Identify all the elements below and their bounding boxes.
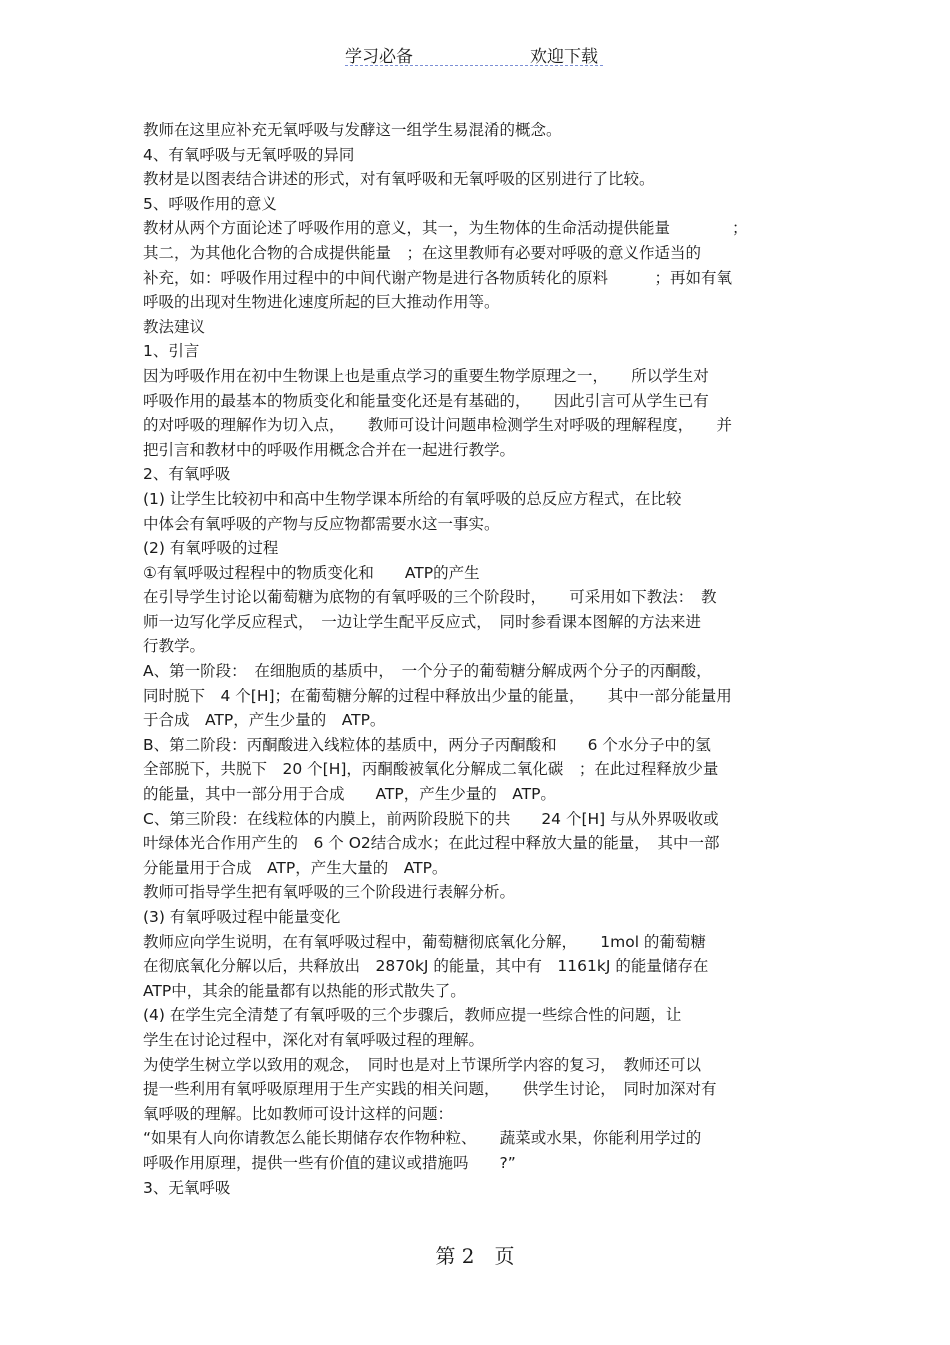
document-body [143, 118, 808, 1200]
text-line: 全部脱下，共脱下 20 个[H]，丙酮酸被氧化分解成二氧化碳 ；在此过程释放少量 [143, 760, 719, 779]
text-line: 教师可指导学生把有氧呼吸的三个阶段进行表解分析。 [143, 883, 516, 902]
section-heading: 教法建议 [143, 317, 206, 336]
text-line: 其二，为其他化合物的合成提供能量 ；在这里教师有必要对呼吸的意义作适当的 [143, 243, 702, 262]
page-number: 第 2 页 [435, 1244, 515, 1268]
section-heading: 3、无氧呼吸 [143, 1178, 231, 1197]
text-line: 呼吸的出现对生物进化速度所起的巨大推动作用等。 [143, 293, 500, 312]
header-divider [345, 65, 603, 66]
subsection-heading: ①有氧呼吸过程程中的物质变化和 ATP的产生 [143, 563, 480, 582]
subsection-heading: (2) 有氧呼吸的过程 [143, 539, 279, 558]
text-line: 在引导学生讨论以葡萄糖为底物的有氧呼吸的三个阶段时， 可采用如下教法： 教 [143, 588, 717, 607]
header-right-text: 欢迎下载 [530, 47, 598, 67]
text-line: 提一些利用有氧呼吸原理用于生产实践的相关问题， 供学生讨论， 同时加深对有 [143, 1080, 717, 1099]
text-line: 教师在这里应补充无氧呼吸与发酵这一组学生易混淆的概念。 [143, 121, 562, 139]
text-line: 呼吸作用的最基本的物质变化和能量变化还是有基础的， 因此引言可从学生已有 [143, 391, 709, 410]
text-line: C、第三阶段：在线粒体的内膜上，前两阶段脱下的共 24 个[H] 与从外界吸收或 [143, 809, 719, 828]
text-line: B、第二阶段：丙酮酸进入线粒体的基质中，两分子丙酮酸和 6 个水分子中的氢 [143, 735, 711, 754]
text-line: 行教学。 [143, 637, 206, 656]
text-line: 师一边写化学反应程式， 一边让学生配平反应式， 同时参看课本图解的方法来进 [143, 612, 702, 631]
text-line: 的能量，其中一部分用于合成 ATP，产生少量的 ATP。 [143, 785, 556, 804]
text-line: 于合成 ATP，产生少量的 ATP。 [143, 711, 386, 730]
text-line: (1) 让学生比较初中和高中生物学课本所给的有氧呼吸的总反应方程式，在比较 [143, 489, 682, 508]
text-line: “如果有人向你请教怎么能长期储存农作物种粒、 蔬菜或水果，你能利用学过的 [143, 1129, 702, 1148]
text-line: 分能量用于合成 ATP，产生大量的 ATP。 [143, 858, 448, 877]
subsection-heading: (3) 有氧呼吸过程中能量变化 [143, 908, 341, 926]
text-line: 教师应向学生说明，在有氧呼吸过程中，葡萄糖彻底氧化分解， 1mol 的葡萄糖 [143, 932, 706, 951]
section-heading: 1、引言 [143, 342, 200, 361]
section-heading: 5、呼吸作用的意义 [143, 194, 277, 213]
header-left-text: 学习必备 [345, 47, 413, 67]
section-heading: 4、有氧呼吸与无氧呼吸的异同 [143, 145, 355, 164]
text-line: 在彻底氧化分解以后，共释放出 2870kJ 的能量，其中有 1161kJ 的能量储存在 [143, 957, 709, 976]
text-line: ATP中，其余的能量都有以热能的形式散失了。 [143, 981, 466, 1000]
text-line: 氧呼吸的理解。比如教师可设计这样的问题： [143, 1104, 454, 1123]
text-line: 教材从两个方面论述了呼吸作用的意义，其一，为生物体的生命活动提供能量 ； [143, 219, 748, 238]
text-line: 叶绿体光合作用产生的 6 个 O2结合成水；在此过程中释放大量的能量， 其中一部 [143, 834, 720, 853]
text-line: 同时脱下 4 个[H]；在葡萄糖分解的过程中释放出少量的能量， 其中一部分能量用 [143, 686, 732, 705]
text-line: 学生在讨论过程中，深化对有氧呼吸过程的理解。 [143, 1030, 485, 1049]
text-line: 中体会有氧呼吸的产物与反应物都需要水这一事实。 [143, 514, 500, 533]
text-line: 为使学生树立学以致用的观念， 同时也是对上节课所学内容的复习， 教师还可以 [143, 1055, 702, 1074]
text-line: 呼吸作用原理，提供一些有价值的建议或措施吗 ?” [143, 1153, 516, 1172]
text-line: (4) 在学生完全清楚了有氧呼吸的三个步骤后，教师应提一些综合性的问题，让 [143, 1006, 682, 1025]
text-line: 因为呼吸作用在初中生物课上也是重点学习的重要生物学原理之一， 所以学生对 [143, 366, 709, 385]
text-line: 的对呼吸的理解作为切入点， 教师可设计问题串检测学生对呼吸的理解程度， 并 [143, 416, 733, 435]
page-header [0, 40, 950, 68]
text-line: A、第一阶段： 在细胞质的基质中， 一个分子的葡萄糖分解成两个分子的丙酮酸， [143, 662, 712, 681]
text-line: 教材是以图表结合讲述的形式，对有氧呼吸和无氧呼吸的区别进行了比较。 [143, 170, 655, 189]
text-line: 补充，如：呼吸作用过程中的中间代谢产物是进行各物质转化的原料 ；再如有氧 [143, 268, 733, 287]
text-line: 把引言和教材中的呼吸作用概念合并在一起进行教学。 [143, 440, 516, 459]
section-heading: 2、有氧呼吸 [143, 465, 231, 484]
